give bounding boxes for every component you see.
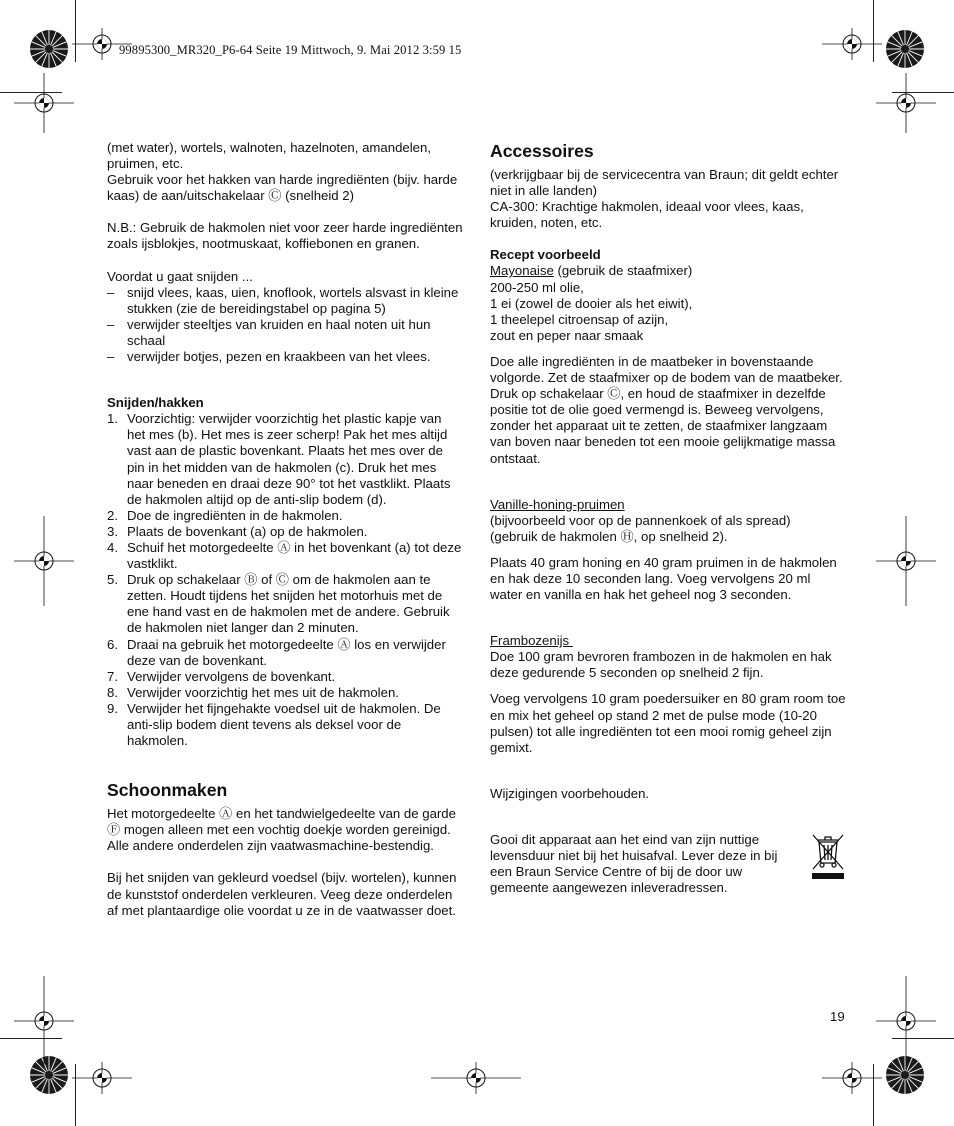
step-item xyxy=(107,685,463,701)
accessories-paragraph: (verkrijgbaar bij de servicecentra van Braun; dit geldt echter niet in alle landen) xyxy=(490,167,839,199)
intro-paragraph: Gebruik voor het hakken van harde ingrediënten (bijv. harde kaas) de aan/uitschakelaar Ⓒ (snelheid 2) xyxy=(107,172,458,204)
ingredient-line: zout en peper naar smaak xyxy=(490,327,644,343)
crossed-out-wheelie-bin-icon xyxy=(810,832,846,880)
recipe-method: Voeg vervolgens 10 gram poedersuiker en 80 gram room toe en mix het geheel op stand 2 met de pulse mode (10-20 pulsen) tot alle ingrediënten tot een mooi romig geheel zijn gemixt. xyxy=(490,691,846,755)
registration-crosshair-icon xyxy=(431,1062,521,1094)
recipe-method: Plaats 40 gram honing en 40 gram pruimen in de hakmolen en hak deze 10 seconden lang. Voeg vervolgens 20 ml water en vanilla en hak het geheel nog 3 seconden. xyxy=(490,554,837,603)
step-number: 3. xyxy=(107,523,118,539)
step-number: 5. xyxy=(107,572,118,588)
registration-crosshair-icon xyxy=(876,976,936,1066)
registration-crosshair-icon xyxy=(822,28,882,60)
step-item xyxy=(107,508,463,524)
cleaning-paragraph: Alle andere onderdelen zijn vaatwasmachine-bestendig. xyxy=(107,838,434,854)
section-heading-accessories: Accessoires xyxy=(490,141,594,161)
step-text: Verwijder voorzichtig het mes uit de hakmolen. xyxy=(127,684,399,700)
step-text: Schuif het motorgedeelte Ⓐ in het bovenkant (a) tot deze vastklikt. xyxy=(127,539,462,572)
cutting-steps xyxy=(107,411,463,749)
registration-starburst-icon xyxy=(29,29,69,69)
registration-crosshair-icon xyxy=(14,73,74,133)
step-item xyxy=(107,572,463,636)
right-column xyxy=(490,140,846,896)
step-text: Draai na gebruik het motorgedeelte Ⓐ los en verwijder deze van de bovenkant. xyxy=(127,636,446,668)
step-number: 8. xyxy=(107,684,118,700)
recipe-title-line xyxy=(490,263,846,279)
step-number: 1. xyxy=(107,411,118,427)
before-cut-list xyxy=(107,285,463,365)
disposal-notice: Gooi dit apparaat aan het eind van zijn nuttige levensduur niet bij het huisafval. Lever deze in bij een Braun Service Centre of bij de door uw gemeente aangewezen inleveradressen. xyxy=(490,831,778,896)
step-item xyxy=(107,411,463,508)
changes-notice: Wijzigingen voorbehouden. xyxy=(490,785,650,801)
step-text: Verwijder het fijngehakte voedsel uit de hakmolen. De anti-slip bodem dient tevens als deksel voor de hakmolen. xyxy=(127,700,441,749)
step-item xyxy=(107,701,463,749)
registration-starburst-icon xyxy=(885,29,925,69)
ingredient-line: 200-250 ml olie, xyxy=(490,279,584,295)
page-number: 19 xyxy=(830,1009,845,1024)
step-text: Doe de ingrediënten in de hakmolen. xyxy=(127,507,343,523)
recipe-title: Vanille-honing-pruimen xyxy=(490,496,625,512)
section-heading-cleaning: Schoonmaken xyxy=(107,780,228,801)
step-number: 9. xyxy=(107,700,118,716)
print-slug: 99895300_MR320_P6-64 Seite 19 Mittwoch, 9. Mai 2012 3:59 15 xyxy=(119,43,462,57)
recipe-heading: Recept voorbeeld xyxy=(490,247,601,263)
list-item: – verwijder steeltjes van kruiden en haal noten uit hun schaal xyxy=(107,317,463,349)
recipe-method: Doe alle ingrediënten in de maatbeker in bovenstaande volgorde. Zet de staafmixer op de bodem van de maatbeker. Druk op schakelaar Ⓒ, en houd de staafmixer in dezelfde positie tot de olie goed vermengd is. Beweeg vervolgens, zonder het apparaat uit te zetten, de staafmixer langzaam van boven naar beneden tot een mooie gelijkmatige massa ontstaat. xyxy=(490,353,843,466)
registration-crosshair-icon xyxy=(72,1062,132,1094)
list-item: – snijd vlees, kaas, uien, knoflook, wortels alsvast in kleine stukken (zie de bereidingstabel op pagina 5) xyxy=(107,285,463,317)
left-column xyxy=(107,140,463,919)
step-item xyxy=(107,669,463,685)
step-text: Druk op schakelaar Ⓑ of Ⓒ om de hakmolen aan te zetten. Houdt tijdens het snijden het motorhuis met de ene hand vast en de hakmolen met de andere. Gebruik de hakmolen niet langer dan 2 minuten. xyxy=(127,572,450,636)
step-text: Verwijder vervolgens de bovenkant. xyxy=(127,668,336,684)
step-text: Voorzichtig: verwijder voorzichtig het plastic kapje van het mes (b). Het mes is zeer scherp! Pak het mes altijd vast aan de plastic bovenkant. Plaats het mes over de pin in het midden van de hakmolen (c). Druk het mes naar beneden en draai deze 90° tot het vastklikt. Plaats de hakmolen altijd op de anti-slip bodem (d). xyxy=(127,411,451,507)
ingredient-line: 1 ei (zowel de dooier als het eiwit), xyxy=(490,295,693,311)
cleaning-paragraph: Bij het snijden van gekleurd voedsel (bijv. wortelen), kunnen de kunststof onderdelen verkleuren. Veeg deze onderdelen af met plantaardige olie voordat u ze in de vaatwasser doet. xyxy=(107,870,457,918)
recipe-method: Doe 100 gram bevroren frambozen in de hakmolen en hak deze gedurende 5 seconden op snelheid 2 fijn. xyxy=(490,649,832,681)
registration-crosshair-icon xyxy=(14,516,74,606)
registration-crosshair-icon xyxy=(876,516,936,606)
step-text: Plaats de bovenkant (a) op de hakmolen. xyxy=(127,523,368,539)
disposal-block xyxy=(490,832,846,896)
step-number: 2. xyxy=(107,507,118,523)
recipe-note: (bijvoorbeeld voor op de pannenkoek of als spread) xyxy=(490,512,791,528)
ingredient-line: 1 theelepel citroensap of azijn, xyxy=(490,311,669,327)
registration-crosshair-icon xyxy=(14,976,74,1066)
step-number: 6. xyxy=(107,636,118,652)
recipe-title: Mayonaise xyxy=(490,263,554,279)
recipe-note: (gebruik de staafmixer) xyxy=(553,263,693,279)
step-item xyxy=(107,637,463,669)
step-number: 4. xyxy=(107,539,118,555)
cleaning-paragraph: Het motorgedeelte Ⓐ en het tandwielgedeelte van de garde Ⓕ mogen alleen met een vochtig doekje worden gereinigd. xyxy=(107,806,456,838)
section-heading-cutting: Snijden/hakken xyxy=(107,395,204,411)
list-item: – verwijder botjes, pezen en kraakbeen van het vlees. xyxy=(107,349,463,365)
accessories-paragraph: CA-300: Krachtige hakmolen, ideaal voor vlees, kaas, kruiden, noten, etc. xyxy=(490,199,804,231)
before-cut-intro: Voordat u gaat snijden ... xyxy=(107,268,253,284)
step-item xyxy=(107,540,463,572)
step-item xyxy=(107,524,463,540)
recipe-note: (gebruik de hakmolen Ⓗ, op snelheid 2). xyxy=(490,528,728,544)
registration-crosshair-icon xyxy=(822,1062,882,1094)
nb-note: N.B.: Gebruik de hakmolen niet voor zeer harde ingrediënten zoals ijsblokjes, nootmuskaat, koffiebonen en granen. xyxy=(107,220,463,252)
intro-paragraph: (met water), wortels, walnoten, hazelnoten, amandelen, pruimen, etc. xyxy=(107,140,431,172)
recipe-title: Frambozenijs xyxy=(490,633,573,649)
step-number: 7. xyxy=(107,668,118,684)
registration-crosshair-icon xyxy=(876,73,936,133)
